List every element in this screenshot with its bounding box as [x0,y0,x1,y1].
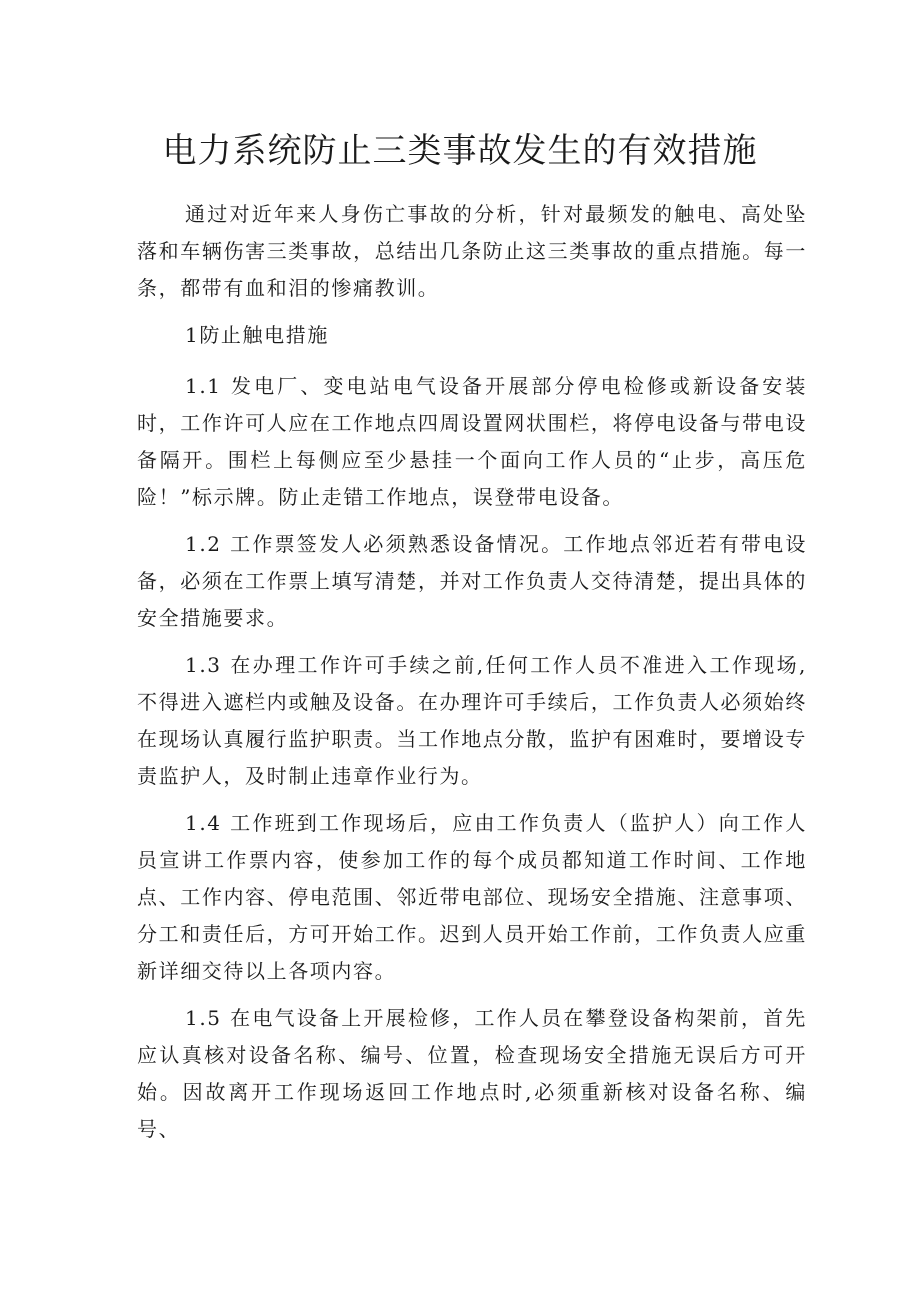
section-heading-electric-shock: 1防止触电措施 [185,323,329,347]
document-body [137,196,807,1158]
clause-1-5: 1.5 在电气设备上开展检修，工作人员在攀登设备构架前，首先应认真核对设备名称、编号、位置，检查现场安全措施无误后方可开始。因故离开工作现场返回工作地点时,必须重新核对设备名称、编号、 [137,1006,807,1141]
intro-paragraph: 通过对近年来人身伤亡事故的分析，针对最频发的触电、高处坠落和车辆伤害三类事故，总结出几条防止这三类事故的重点措施。每一条，都带有血和泪的惨痛教训。 [137,202,807,300]
clause-1-3: 1.3 在办理工作许可手续之前,任何工作人员不准进入工作现场,不得进入遮栏内或触及设备。在办理许可手续后，工作负责人必须始终在现场认真履行监护职责。当工作地点分散，监护有困难时，要增设专责监护人，及时制止违章作业行为。 [137,653,807,788]
clause-1-2: 1.2 工作票签发人必须熟悉设备情况。工作地点邻近若有带电设备，必须在工作票上填写清楚，并对工作负责人交待清楚，提出具体的安全措施要求。 [137,532,807,630]
clause-1-1: 1.1 发电厂、变电站电气设备开展部分停电检修或新设备安装时，工作许可人应在工作地点四周设置网状围栏，将停电设备与带电设备隔开。围栏上每侧应至少悬挂一个面向工作人员的“止步，高压危险！”标示牌。防止走错工作地点，误登带电设备。 [137,374,807,509]
clause-1-4: 1.4 工作班到工作现场后，应由工作负责人（监护人）向工作人员宣讲工作票内容，使参加工作的每个成员都知道工作时间、工作地点、工作内容、停电范围、邻近带电部位、现场安全措施、注意事项、分工和责任后，方可开始工作。迟到人员开始工作前，工作负责人应重新详细交待以上各项内容。 [137,811,807,983]
document-title: 电力系统防止三类事故发生的有效措施 [162,131,758,171]
